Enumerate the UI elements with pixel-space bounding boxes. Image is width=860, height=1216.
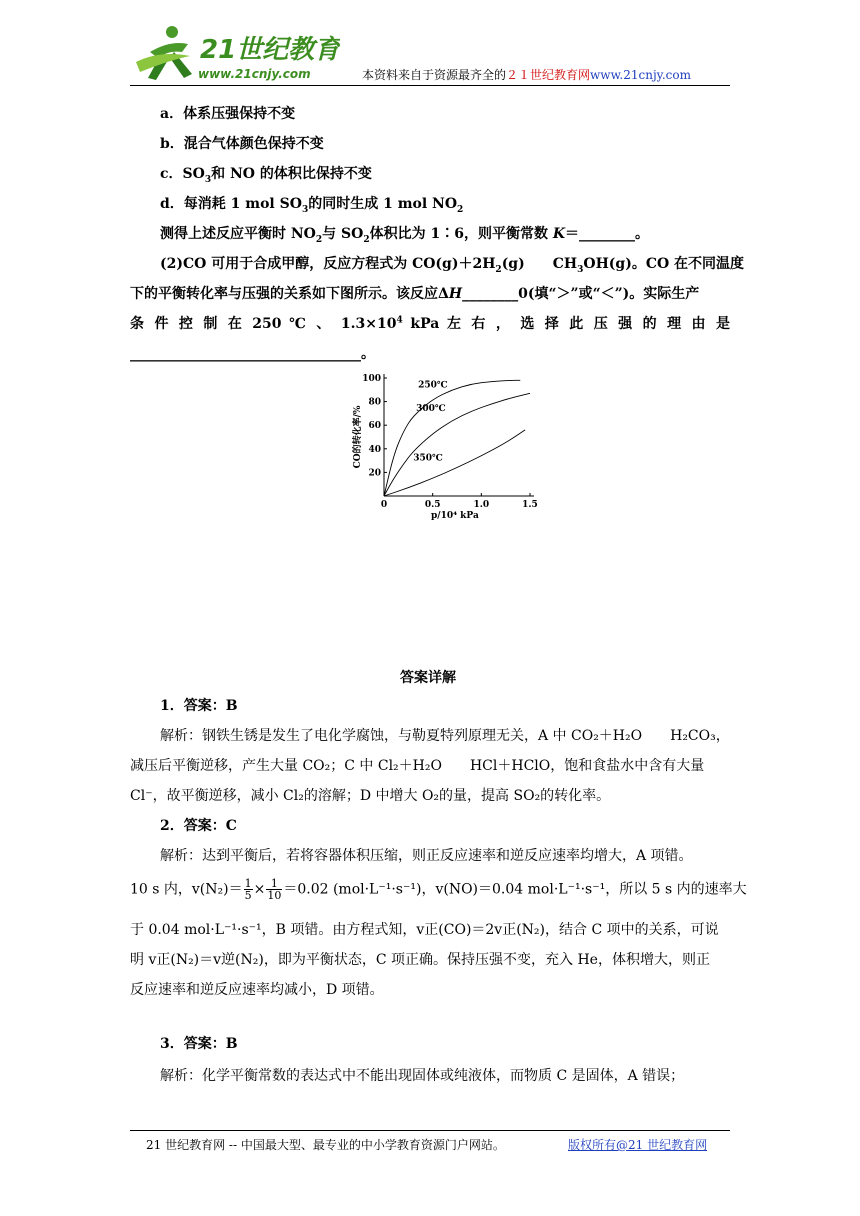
answer-1-line-2: 减压后平衡逆移，产生大量 CO₂；C 中 Cl₂＋H₂O HCl＋HClO，饱和食盐水中含有大量 (130, 758, 705, 774)
fraction-one-fifth: $\frac{1}{5}$ (244, 877, 252, 902)
y-tick-label: 20 (368, 468, 381, 479)
y-tick-label: 80 (368, 397, 381, 408)
conversion-chart (346, 366, 550, 526)
tagline-url-link[interactable]: www.21cnjy.com (590, 68, 691, 82)
x-tick-label: 0 (380, 500, 388, 510)
answer-1-label: 1．答案：B (160, 698, 238, 714)
answer-2-line-2: 10 s 内，v(N₂)＝ $\frac{1}{5}$ × $\frac{1}{10}$ ＝0.02 (mol·L⁻¹·s⁻¹)，v(NO)＝0.04 mol·L⁻¹·s⁻¹，所以 5 s 内的速率大 (130, 877, 747, 902)
runner-icon (136, 26, 192, 80)
y-tick-label: 100 (362, 374, 381, 384)
series-label: 350℃ (413, 453, 443, 464)
question-2-line-1: (2)CO 可用于合成甲醇，反应方程式为 $CO(g)+2H_2(g)$ $CH_3OH(g)$。CO 在不同温度 (160, 256, 745, 275)
footer-copyright-link[interactable]: 版权所有@21 世纪教育网 (568, 1138, 708, 1152)
tagline-site-link[interactable]: ２１世纪教育网 (506, 68, 591, 82)
fraction-one-tenth: $\frac{1}{10}$ (267, 877, 282, 902)
option-c: c．$SO_3$和 NO 的体积比保持不变 (160, 166, 372, 185)
x-tick-label: 1.0 (473, 500, 490, 510)
series-line (384, 430, 525, 496)
option-b: b．混合气体颜色保持不变 (160, 136, 324, 152)
answer-2-line-1: 解析：达到平衡后，若将容器体积压缩，则正反应速率和逆反应速率均增大，A 项错。 (160, 848, 693, 864)
series-label: 250℃ (418, 380, 448, 391)
answer-2-line-5: 反应速率和逆反应速率均减小，D 项错。 (130, 982, 384, 998)
site-logo (130, 22, 340, 88)
answer-2-line-4: 明 v正(N₂)＝v逆(N₂)，即为平衡状态，C 项正确。保持压强不变，充入 He，体积增大，则正 (130, 952, 710, 968)
header-tagline (362, 66, 691, 83)
logo-url: www.21cnjy.com (198, 67, 311, 81)
logo-text: 21世纪教育 (200, 35, 340, 65)
series-line (384, 380, 520, 496)
series-line (384, 393, 530, 496)
option-a: a．体系压强保持不变 (160, 106, 296, 122)
footer-divider (130, 1130, 730, 1131)
question-2-line-4: _________________________________。 (130, 346, 375, 362)
x-tick-label: 1.5 (522, 500, 538, 510)
y-tick-label: 60 (368, 421, 381, 432)
answer-3-label: 3．答案：B (160, 1036, 238, 1052)
footer-text: 21 世纪教育网 -- 中国最大型、最专业的中小学教育资源门户网站。 (146, 1138, 505, 1152)
question-2-line-3: 条 件 控 制 在 250 ℃ 、 $1.3\times 10^4$ kPa 左 右 ， 选 择 此 压 强 的 理 由 是 (130, 315, 730, 332)
x-axis-label: p/10⁴ kPa (431, 511, 479, 521)
equilibrium-constant-question: 测得上述反应平衡时 $NO_2$与 $SO_2$体积比为 1∶6，则平衡常数 K＝________。 (160, 226, 649, 245)
question-2-line-2: 下的平衡转化率与压强的关系如下图所示。该反应ΔH________0(填“＞”或“＜”)。实际生产 (130, 286, 700, 302)
series-label: 300℃ (416, 404, 446, 415)
y-tick-label: 40 (368, 444, 381, 455)
option-d: d．每消耗 1 mol $SO_3$的同时生成 1 mol $NO_2$ (160, 196, 464, 215)
y-axis-label: CO的转化率/% (353, 405, 363, 469)
tagline-prefix: 本资料来自于资源最齐全的 (362, 68, 507, 82)
x-tick-label: 0.5 (424, 500, 441, 510)
answer-2-line-3: 于 0.04 mol·L⁻¹·s⁻¹，B 项错。由方程式知，v正(CO)＝2v正(N₂)，结合 C 项中的关系，可说 (130, 922, 719, 938)
answer-1-line-1: 解析：钢铁生锈是发生了电化学腐蚀，与勒夏特列原理无关，A 中 CO₂＋H₂O H₂CO₃， (160, 728, 730, 744)
answer-1-line-3: Cl⁻，故平衡逆移，减小 Cl₂的溶解；D 中增大 O₂的量，提高 SO₂的转化率。 (130, 788, 611, 804)
answer-2-label: 2．答案：C (160, 818, 237, 834)
answers-heading: 答案详解 (400, 670, 456, 686)
header-divider (130, 85, 730, 86)
answer-3-line-1: 解析：化学平衡常数的表达式中不能出现固体或纯液体，而物质 C 是固体，A 错误； (160, 1068, 685, 1084)
